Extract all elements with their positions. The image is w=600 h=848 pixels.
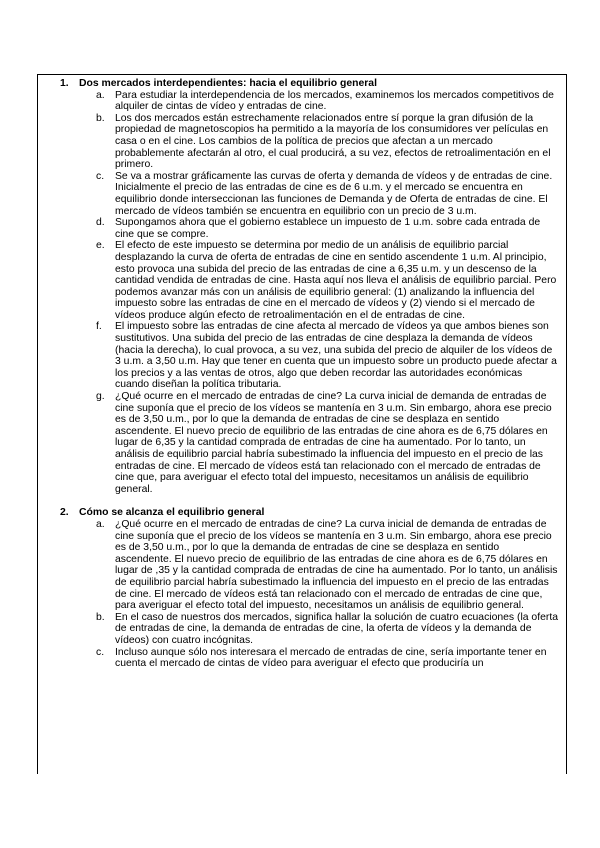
item-letter: a. xyxy=(96,518,105,530)
item-text: ¿Qué ocurre en el mercado de entradas de cine? La curva inicial de demanda de entradas de cine suponía que el precio de los vídeos se mantenía en 3 u.m. Sin embargo, ahora ese precio es de 3,50 u.m., por lo que la demanda de entradas de cine se desplaza en sentido ascendente. El nuevo precio de equilibrio de las entradas de cine ahora es de 6,75 dólares en lugar de ,35 y la cantidad comprada de entradas de cine ha aumentado. Por lo tanto, un análisis de equilibrio parcial habría subestimado la influencia del impuesto en el precio de las entradas de cine. El mercado de vídeos está tan relacionado con el mercado de entradas de cine que, para averiguar el efecto total del impuesto, necesitamos un análisis de equilibrio general. xyxy=(115,518,558,612)
item-letter: a. xyxy=(96,89,105,101)
item-text: Supongamos ahora que el gobierno establece un impuesto de 1 u.m. sobre cada entrada de cine que se compre. xyxy=(115,217,541,240)
list-item xyxy=(38,647,566,670)
list-item xyxy=(38,113,566,171)
item-letter: e. xyxy=(96,240,105,252)
section-number: 1. xyxy=(60,78,69,89)
section-1 xyxy=(38,78,566,495)
document-frame xyxy=(37,74,567,774)
section-title-text: Cómo se alcanza el equilibrio general xyxy=(79,507,265,519)
item-text: Incluso aunque sólo nos interesara el mercado de entradas de cine, sería importante tener en cuenta el mercado de cintas de vídeo para averiguar el efecto que produciría un xyxy=(115,646,547,670)
item-letter: c. xyxy=(96,646,105,658)
list-item xyxy=(38,90,566,113)
item-letter: b. xyxy=(96,611,105,623)
item-letter: f. xyxy=(96,321,102,333)
list-item xyxy=(38,519,566,612)
item-list xyxy=(38,90,566,496)
item-letter: b. xyxy=(96,112,105,124)
section-title xyxy=(38,507,566,519)
item-text: Se va a mostrar gráficamente las curvas de oferta y demanda de vídeos y de entradas de cine. Inicialmente el precio de las entradas de cine es de 6 u.m. y el mercado se encuentra en equilibrio donde interseccionan las funciones de Demanda y de Oferta de entradas de cine. El mercado de vídeos también se encuentra en equilibrio con un precio de 3 u.m. xyxy=(115,170,553,217)
section-title xyxy=(38,78,566,90)
list-item xyxy=(38,171,566,217)
item-text: El efecto de este impuesto se determina por medio de un análisis de equilibrio parcial desplazando la curva de oferta de entradas de cine en sentido ascendente 1 u.m. Al principio, esto provoca una subida del precio de las entradas de cine a 6,35 u.m. y un descenso de la cantidad vendida de entradas de cine. Hasta aquí nos lleva el análisis de equilibrio parcial. Pero podemos avanzar más con un análisis de equilibrio general: (1) analizando la influencia del impuesto sobre las entradas de cine en el mercado de vídeos y (2) viendo si el mercado de vídeos produce algún efecto de retroalimentación en el de entradas de cine. xyxy=(115,240,557,321)
item-text: Los dos mercados están estrechamente relacionados entre sí porque la gran difusión de la propiedad de magnetoscopios ha permitido a la mayoría de los consumidores ver películas en casa o en el cine. Los cambios de la política de precios que afectan a un mercado probablemente afectarán al otro, el cual producirá, a su vez, efectos de retroalimentación en el primero. xyxy=(115,112,551,171)
item-text: ¿Qué ocurre en el mercado de entradas de cine? La curva inicial de demanda de entradas de cine suponía que el precio de los vídeos se mantenía en 3 u.m. Sin embargo, ahora ese precio es de 3,50 u.m., por lo que la demanda de entradas de cine se desplaza en sentido ascendente. El nuevo precio de equilibrio de las entradas de cine ahora es de 6,75 dólares en lugar de 6,35 y la cantidad comprada de entradas de cine ha aumentado. Por lo tanto, un análisis de equilibrio parcial habría subestimado la influencia del impuesto en el precio de las entradas de cine. El mercado de vídeos está tan relacionado con el mercado de entradas de cine que, para averiguar el efecto total del impuesto, necesitamos un análisis de equilibrio general. xyxy=(115,391,552,495)
section-number: 2. xyxy=(60,507,69,519)
document-content xyxy=(38,78,566,670)
item-letter: g. xyxy=(96,391,105,403)
section-2 xyxy=(38,507,566,669)
list-item xyxy=(38,240,566,321)
item-letter: c. xyxy=(96,170,105,182)
item-text: En el caso de nuestros dos mercados, significa hallar la solución de cuatro ecuaciones (la oferta de entradas de cine, la demanda de entradas de cine, la oferta de vídeos y la demanda de vídeos) con cuatro incógnitas. xyxy=(115,611,559,646)
list-item xyxy=(38,612,566,647)
list-item xyxy=(38,217,566,240)
item-text: El impuesto sobre las entradas de cine afecta al mercado de vídeos ya que ambos bienes son sustitutivos. Una subida del precio de las entradas de cine desplaza la demanda de vídeos (hacia la derecha), lo cual provoca, a su vez, una subida del precio de alquiler de los vídeos de 3 u.m. a 3,50 u.m. Hay que tener en cuenta que un impuesto sobre un producto puede afectar a los precios y a las ventas de otros, algo que deben recordar las autoridades económicas cuando diseñan la política tributaria. xyxy=(115,321,557,391)
item-letter: d. xyxy=(96,217,105,229)
item-text: Para estudiar la interdependencia de los mercados, examinemos los mercados competitivos de alquiler de cintas de vídeo y entradas de cine. xyxy=(115,89,554,113)
list-item xyxy=(38,321,566,391)
list-item xyxy=(38,391,566,495)
section-title-text: Dos mercados interdependientes: hacia el equilibrio general xyxy=(79,78,377,89)
item-list xyxy=(38,519,566,670)
